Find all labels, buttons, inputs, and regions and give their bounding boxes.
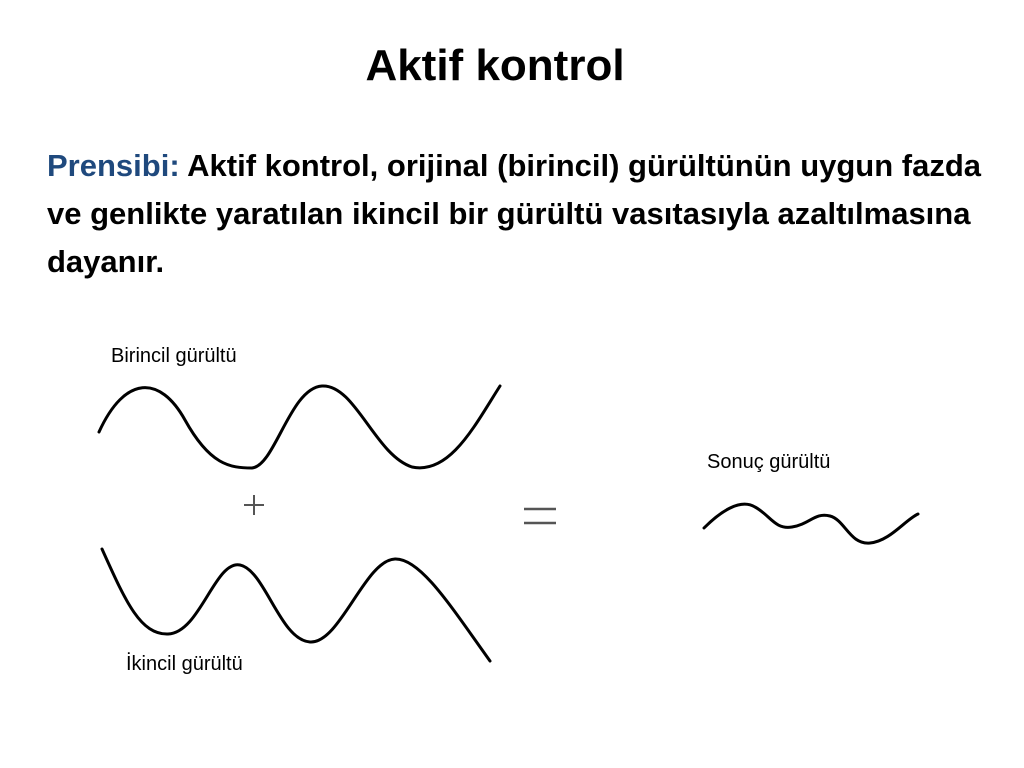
primary-noise-label: Birincil gürültü xyxy=(111,345,237,367)
result-noise-label: Sonuç gürültü xyxy=(707,451,831,473)
equals-symbol xyxy=(524,509,556,523)
principle-lead: Prensibi: xyxy=(47,148,180,183)
slide-title: Aktif kontrol xyxy=(365,41,625,90)
primary-noise-wave xyxy=(99,386,500,468)
secondary-noise-wave xyxy=(102,549,490,661)
secondary-noise-label: İkincil gürültü xyxy=(126,653,243,675)
result-noise-wave xyxy=(704,504,918,543)
principle-text: Aktif kontrol, orijinal (birincil) gürültünün uygun fazda ve genlikte yaratılan ikincil bir gürültü vasıtasıyla azaltılmasına dayanır. xyxy=(47,148,982,279)
plus-symbol xyxy=(244,495,264,515)
